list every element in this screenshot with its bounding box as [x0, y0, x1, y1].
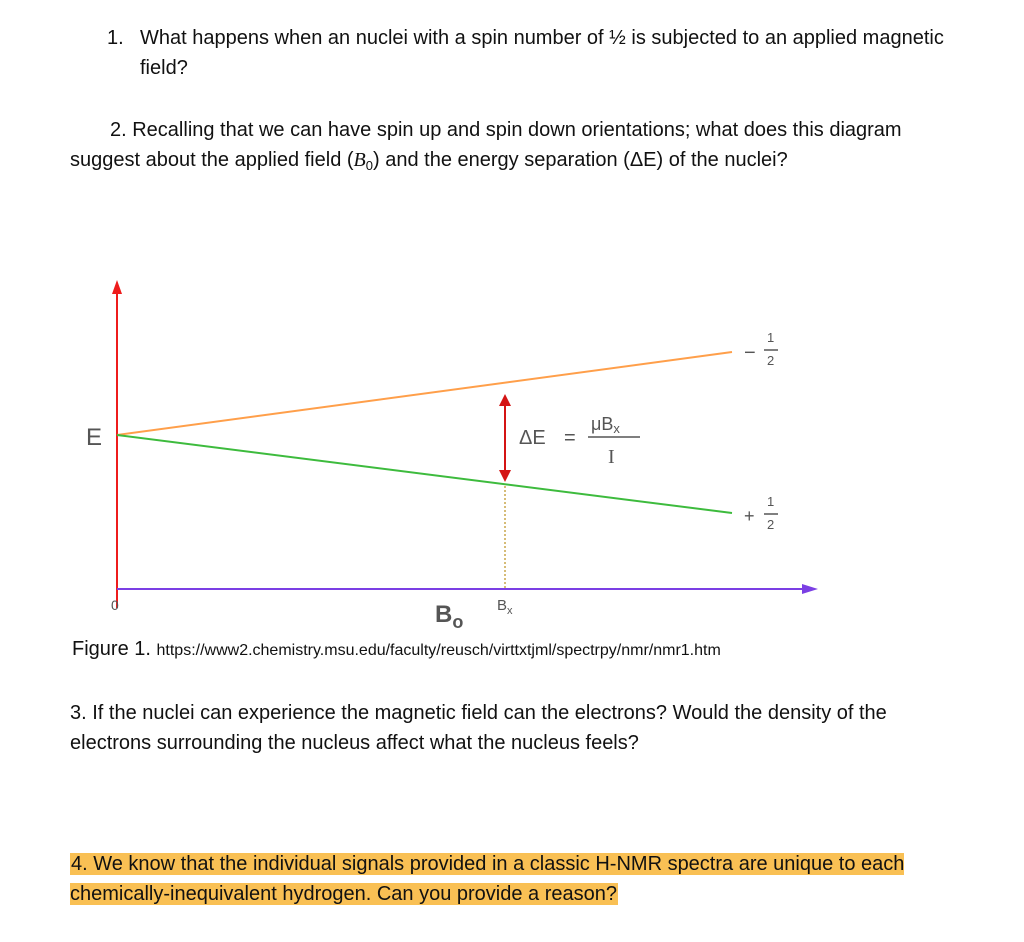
energy-axis-label: E: [86, 424, 103, 451]
upper-spin-denominator: 2: [767, 353, 775, 368]
figure-source-link[interactable]: https://www2.chemistry.msu.edu/faculty/reusch/virttxtjml/spectrpy/nmr/nmr1.htm: [156, 642, 721, 659]
energy-axis-arrow-icon: [112, 280, 122, 294]
origin-label: 0: [111, 597, 119, 613]
energy-level-diagram: [60, 270, 840, 640]
lower-spin-numerator: 1: [767, 494, 775, 509]
figure-caption: [72, 638, 721, 661]
upper-energy-line: [117, 352, 732, 435]
bx-label-main: B: [497, 597, 508, 614]
upper-spin-numerator: 1: [767, 330, 775, 345]
formula-numerator: [591, 414, 620, 436]
field-axis-label-sub: o: [452, 612, 464, 632]
lower-spin-sign: +: [744, 506, 755, 526]
question-3-text: 3. If the nuclei can experience the magnetic field can the electrons? Would the density of the electrons surrounding the nucleus affect what the nucleus feels?: [70, 702, 887, 754]
b0-subscript: 0: [365, 158, 373, 173]
delta-e-label: ΔE: [519, 427, 546, 449]
question-3: [70, 698, 970, 758]
lower-energy-line: [117, 435, 732, 513]
field-axis-label: [435, 601, 463, 632]
question-2-text-start: 2. Recalling that we can have spin up and spin down orientations; what does this diagram suggest about the applied field (: [70, 119, 902, 171]
formula-numerator-main: μB: [591, 414, 614, 434]
question-1-text: What happens when an nuclei with a spin number of ½ is subjected to an applied magnetic field?: [140, 27, 944, 79]
bx-label: [497, 597, 513, 617]
question-4: [70, 849, 970, 909]
figure-caption-label: Figure 1.: [72, 638, 151, 660]
formula-denominator: I: [608, 446, 615, 468]
formula-numerator-sub: x: [613, 421, 620, 436]
lower-spin-denominator: 2: [767, 517, 775, 532]
equals-sign: =: [564, 427, 576, 449]
field-axis-label-main: B: [435, 601, 453, 628]
question-2-text-end: ) and the energy separation (ΔE) of the nuclei?: [373, 149, 788, 171]
field-axis-arrow-icon: [802, 584, 818, 594]
upper-spin-sign: −: [744, 342, 756, 364]
b0-symbol: B: [353, 149, 366, 171]
question-1-number: 1.: [107, 27, 124, 49]
question-4-highlighted-text: 4. We know that the individual signals provided in a classic H-NMR spectra are unique to each chemically-inequivalent hydrogen. Can you provide a reason?: [70, 853, 905, 905]
question-2: [70, 115, 950, 181]
bx-label-sub: x: [507, 605, 513, 617]
